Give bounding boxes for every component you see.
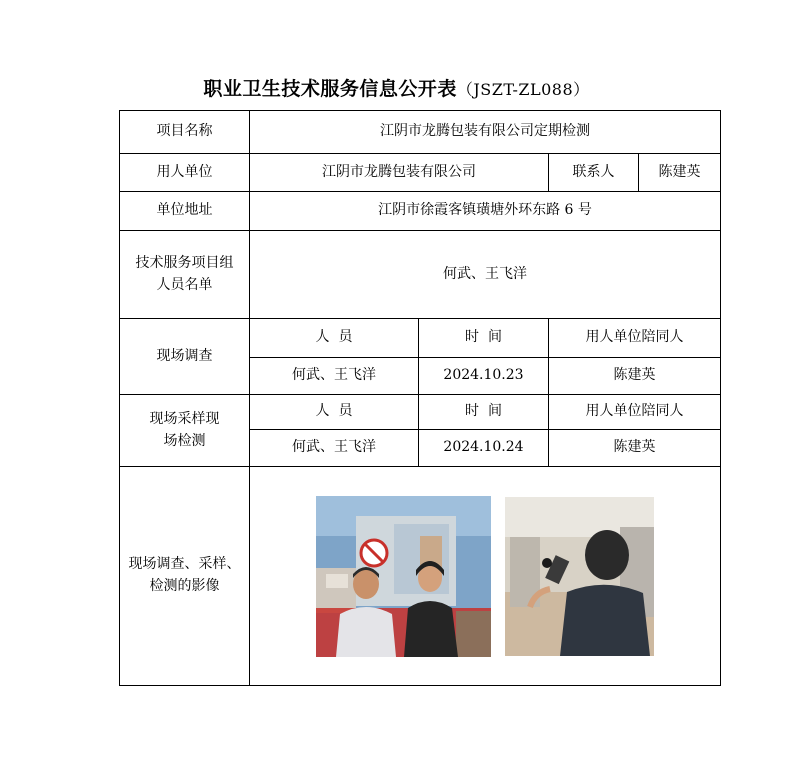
row-survey-header [120, 319, 721, 358]
survey-companion: 陈建英 [549, 358, 721, 395]
sampling-time: 2024.10.24 [419, 430, 549, 467]
employer-label: 用人单位 [120, 154, 250, 192]
page-title [0, 74, 793, 101]
address-value: 江阴市徐霞客镇璜塘外环东路 6 号 [250, 192, 721, 231]
contact-label: 联系人 [549, 154, 639, 192]
employer-value: 江阴市龙腾包装有限公司 [250, 154, 549, 192]
site-photo-survey [316, 496, 491, 657]
survey-col-companion: 用人单位陪同人 [549, 319, 721, 358]
title-text: 职业卫生技术服务信息公开表 [203, 78, 457, 100]
sampling-col-people: 人 员 [250, 395, 419, 430]
project-value: 江阴市龙腾包装有限公司定期检测 [250, 111, 721, 154]
sampling-label: 现场采样现场检测 [120, 395, 250, 467]
images-cell [250, 467, 721, 686]
sampling-col-companion: 用人单位陪同人 [549, 395, 721, 430]
survey-col-time: 时 间 [419, 319, 549, 358]
survey-col-people: 人 员 [250, 319, 419, 358]
row-images [120, 467, 721, 686]
row-employer [120, 154, 721, 192]
sampling-people: 何武、王飞洋 [250, 430, 419, 467]
project-label: 项目名称 [120, 111, 250, 154]
form-code: （JSZT-ZL088） [456, 80, 590, 99]
address-label: 单位地址 [120, 192, 250, 231]
sampling-companion: 陈建英 [549, 430, 721, 467]
survey-time: 2024.10.23 [419, 358, 549, 395]
site-photo-sampling [505, 497, 654, 656]
team-label: 技术服务项目组人员名单 [120, 231, 250, 319]
info-table [119, 110, 721, 686]
row-sampling-header [120, 395, 721, 430]
row-project [120, 111, 721, 154]
contact-value: 陈建英 [639, 154, 721, 192]
team-value: 何武、王飞洋 [250, 231, 721, 319]
row-address [120, 192, 721, 231]
survey-people: 何武、王飞洋 [250, 358, 419, 395]
survey-label: 现场调查 [120, 319, 250, 395]
row-team [120, 231, 721, 319]
sampling-col-time: 时 间 [419, 395, 549, 430]
images-label: 现场调查、采样、检测的影像 [120, 467, 250, 686]
